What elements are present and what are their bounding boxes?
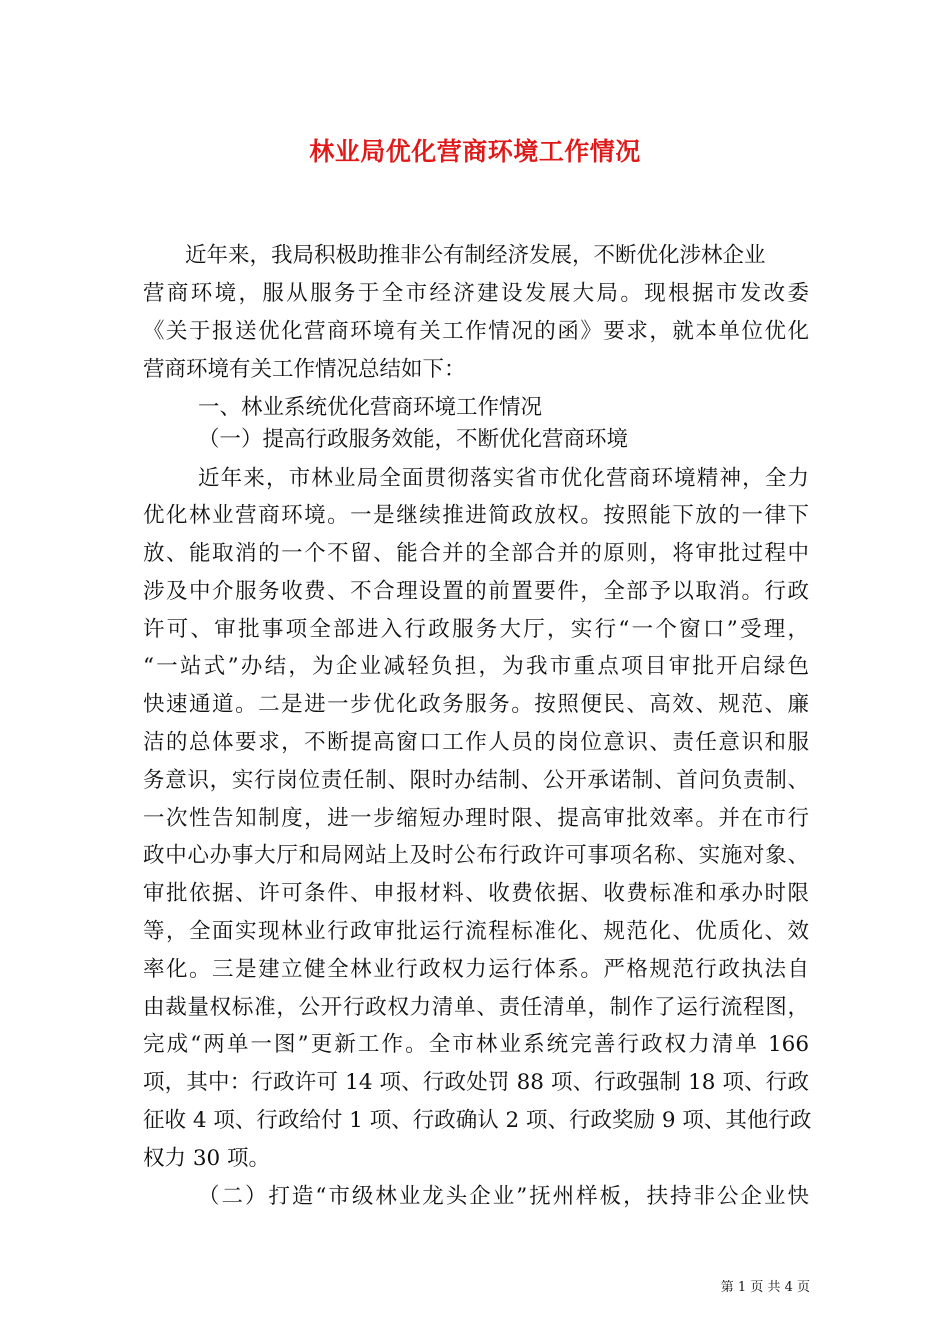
text-line: 审批依据、许可条件、申报材料、收费依据、收费标准和承办时限 bbox=[143, 881, 809, 906]
text-line: 等，全面实现林业行政审批运行流程标准化、规范化、优质化、效 bbox=[143, 919, 809, 944]
text-line: 征收 4 项、行政给付 1 项、行政确认 2 项、行政奖励 9 项、其他行政 bbox=[143, 1108, 812, 1133]
subsection-heading: （一）提高行政服务效能，不断优化营商环境 bbox=[198, 427, 629, 452]
text-line: 优化林业营商环境。一是继续推进简政放权。按照能下放的一律下 bbox=[143, 503, 809, 528]
text-line: 由裁量权标准，公开行政权力清单、责任清单，制作了运行流程图， bbox=[143, 995, 809, 1020]
text-line: 近年来，市林业局全面贯彻落实省市优化营商环境精神，全力 bbox=[198, 466, 809, 491]
section-heading: 一、林业系统优化营商环境工作情况 bbox=[198, 395, 543, 420]
text-line: 率化。三是建立健全林业行政权力运行体系。严格规范行政执法自 bbox=[143, 957, 809, 982]
text-line: 务意识，实行岗位责任制、限时办结制、公开承诺制、首问负责制、 bbox=[143, 768, 809, 793]
subsection-heading: （二）打造“市级林业龙头企业”抚州样板，扶持非公企业快 bbox=[198, 1184, 809, 1209]
text-line: 许可、审批事项全部进入行政服务大厅，实行“一个窗口”受理， bbox=[143, 617, 809, 642]
text-line: 洁的总体要求，不断提高窗口工作人员的岗位意识、责任意识和服 bbox=[143, 730, 809, 755]
text-line: 一次性告知制度，进一步缩短办理时限、提高审批效率。并在市行 bbox=[143, 806, 809, 831]
text-line: 放、能取消的一个不留、能合并的全部合并的原则，将审批过程中 bbox=[143, 541, 809, 566]
text-line: 权力 30 项。 bbox=[143, 1146, 271, 1171]
text-line: “一站式”办结，为企业减轻负担，为我市重点项目审批开启绿色 bbox=[143, 654, 809, 679]
text-line: 涉及中介服务收费、不合理设置的前置要件，全部予以取消。行政 bbox=[143, 579, 809, 604]
text-line: 政中心办事大厅和局网站上及时公布行政许可事项名称、实施对象、 bbox=[143, 843, 809, 868]
text-line: 快速通道。二是进一步优化政务服务。按照便民、高效、规范、廉 bbox=[143, 692, 809, 717]
text-line: 《关于报送优化营商环境有关工作情况的函》要求，就本单位优化 bbox=[143, 319, 809, 344]
text-line: 完成“两单一图”更新工作。全市林业系统完善行政权力清单 166 bbox=[143, 1032, 809, 1057]
text-line: 营商环境，服从服务于全市经济建设发展大局。现根据市发改委 bbox=[143, 281, 809, 306]
document-title: 林业局优化营商环境工作情况 bbox=[309, 137, 641, 166]
text-line: 营商环境有关工作情况总结如下： bbox=[143, 357, 466, 382]
page-indicator: 第 1 页 共 4 页 bbox=[720, 1280, 810, 1295]
text-line: 项，其中：行政许可 14 项、行政处罚 88 项、行政强制 18 项、行政 bbox=[143, 1070, 809, 1095]
text-line: 近年来，我局积极助推非公有制经济发展，不断优化涉林企业 bbox=[185, 243, 766, 268]
